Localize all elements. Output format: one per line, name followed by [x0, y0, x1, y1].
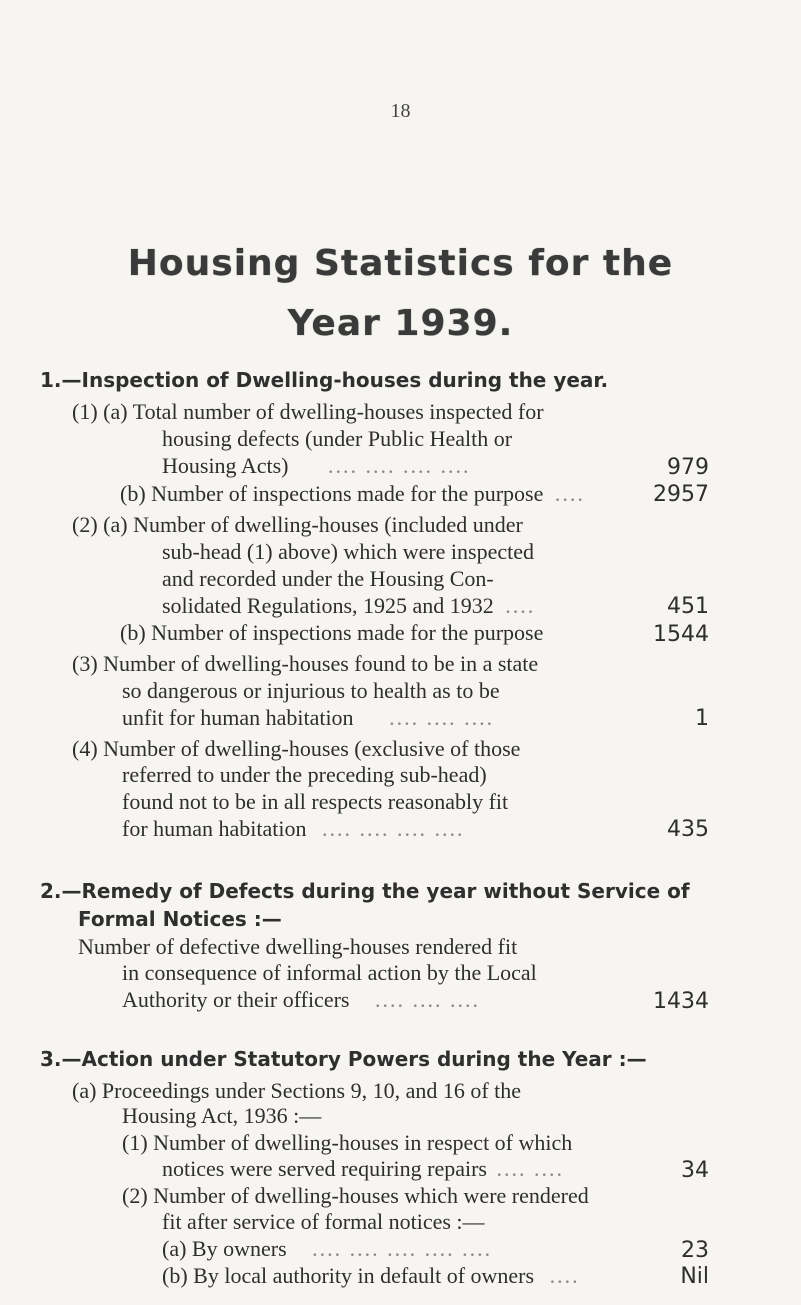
s1-item1-line1: (1) (a) Total number of dwelling-houses inspected for	[72, 398, 544, 424]
s3-item1-dots: .... ....	[496, 1155, 564, 1181]
s3-a-line1: (a) Proceedings under Sections 9, 10, and 16 of the	[72, 1077, 522, 1103]
s1-item2-value: 2957	[653, 482, 709, 508]
s3-owners-value: 23	[681, 1237, 709, 1263]
s1-item1-text: Housing Acts)	[162, 453, 289, 479]
s3-item2-line1: (2) Number of dwelling-houses which were rendered	[122, 1182, 589, 1208]
s3-item1-line2	[162, 1156, 564, 1182]
section3-heading: 3.—Action under Statutory Powers during the Year :—	[40, 1047, 647, 1072]
page-title-line2: Year 1939.	[287, 303, 514, 344]
s1-item6-line1: (4) Number of dwelling-houses (exclusive of those	[72, 735, 521, 761]
s1-item5-line3	[122, 705, 494, 731]
s1-item2-line1	[120, 481, 585, 507]
s1-item3-line2: sub-head (1) above) which were inspected	[162, 539, 535, 565]
s1-item3-line4	[162, 593, 535, 619]
s2-line1: Number of defective dwelling-houses rendered fit	[78, 933, 518, 959]
section2-heading-cont: Formal Notices :—	[78, 907, 282, 931]
s3-owners-line	[162, 1236, 492, 1262]
s1-item5-value: 1	[695, 706, 709, 732]
s3-item1-text: notices were served requiring repairs	[162, 1155, 487, 1181]
s1-item1-value: 979	[667, 454, 709, 480]
s1-item3-dots: ....	[505, 592, 536, 618]
page-number: 18	[390, 100, 411, 122]
s3-owners-text: (a) By owners	[162, 1235, 287, 1261]
s3-local-text: (b) By local authority in default of owners	[162, 1262, 535, 1288]
s1-item1-line3	[162, 453, 471, 479]
s3-local-value: Nil	[680, 1264, 709, 1290]
s1-item6-line3: found not to be in all respects reasonably fit	[122, 789, 509, 815]
s1-item1-line2: housing defects (under Public Health or	[162, 425, 513, 451]
s1-item3-line3: and recorded under the Housing Con-	[162, 566, 494, 591]
s1-item1-dots: .... .... .... ....	[328, 453, 471, 479]
s1-item2-text: (b) Number of inspections made for the purpose	[120, 480, 544, 506]
s3-local-line	[162, 1263, 580, 1289]
s3-item1-value: 34	[681, 1157, 709, 1183]
s1-item4-line1: (b) Number of inspections made for the purpose	[120, 620, 544, 646]
s1-item6-dots: .... .... .... ....	[322, 815, 465, 841]
s1-item4-value: 1544	[653, 621, 709, 647]
s1-item5-dots: .... .... ....	[389, 704, 495, 730]
s1-item6-line2: referred to under the preceding sub-head)	[122, 762, 487, 788]
s2-dots: .... .... ....	[374, 987, 480, 1013]
s3-owners-dots: .... .... .... .... ....	[312, 1235, 493, 1261]
s1-item6-text: for human habitation	[122, 815, 307, 841]
s2-text: Authority or their officers	[122, 987, 350, 1013]
s1-item5-line2: so dangerous or injurious to health as to be	[122, 677, 500, 703]
s1-item6-value: 435	[667, 817, 709, 843]
s1-item5-line1: (3) Number of dwelling-houses found to be in a state	[72, 651, 539, 677]
s3-item1-line1: (1) Number of dwelling-houses in respect of which	[122, 1130, 573, 1156]
s1-item2-dots: ....	[554, 480, 585, 506]
s1-item5-text: unfit for human habitation	[122, 704, 354, 730]
s2-line2: in consequence of informal action by the Local	[122, 960, 537, 986]
s1-item3-text: solidated Regulations, 1925 and 1932	[162, 592, 494, 618]
s1-item3-value: 451	[667, 594, 709, 620]
s3-item2-line2: fit after service of formal notices :—	[162, 1209, 485, 1235]
s2-value: 1434	[653, 988, 709, 1014]
s1-item3-line1: (2) (a) Number of dwelling-houses (included under	[72, 511, 523, 537]
s3-local-dots: ....	[549, 1262, 580, 1288]
s3-a-line2: Housing Act, 1936 :—	[122, 1103, 322, 1129]
section2-heading: 2.—Remedy of Defects during the year without Service of	[40, 879, 690, 904]
section1-heading: 1.—Inspection of Dwelling-houses during the year.	[40, 368, 609, 392]
s1-item6-line4	[122, 816, 465, 842]
s2-line3	[122, 987, 480, 1013]
page-title-line1: Housing Statistics for the	[127, 243, 674, 284]
